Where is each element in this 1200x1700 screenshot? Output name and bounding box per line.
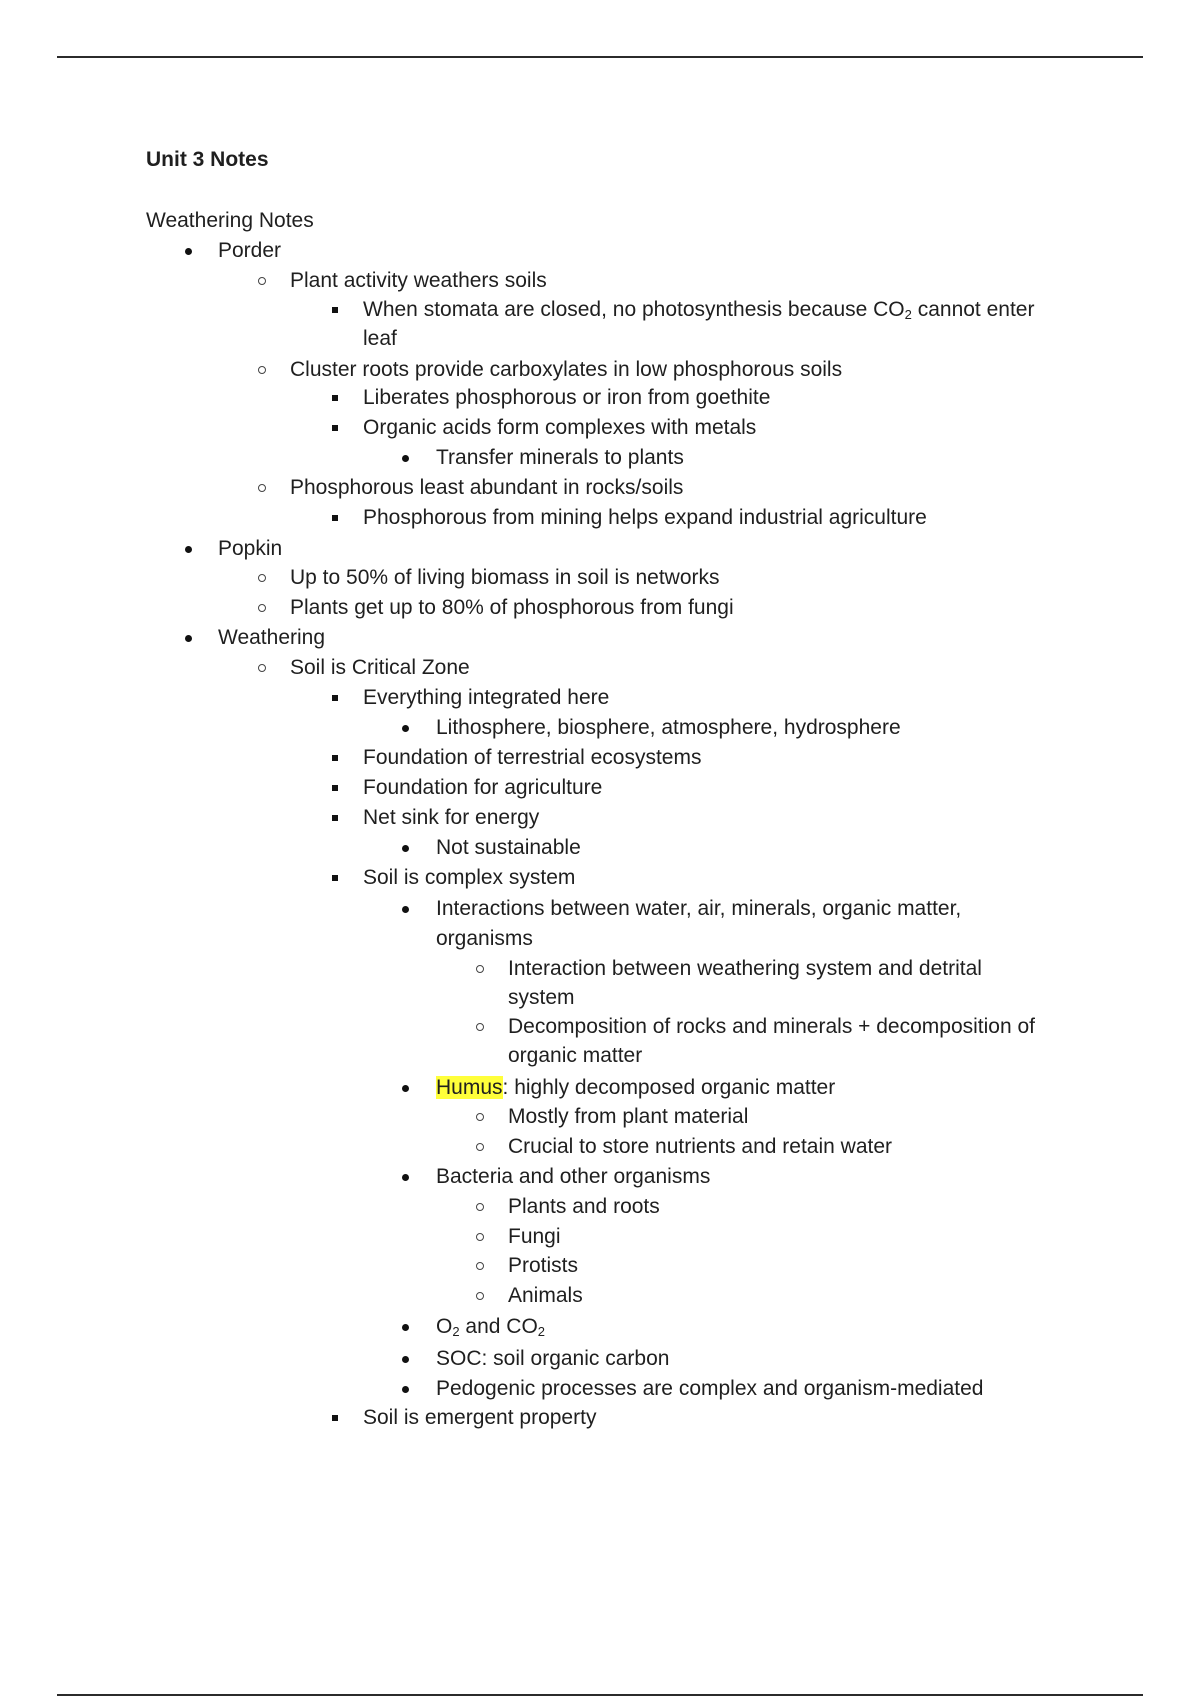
bullet-circle-icon — [476, 1113, 484, 1121]
list-item: Plants and roots — [0, 1193, 1200, 1221]
bullet-square-icon — [332, 395, 338, 401]
bullet-square-icon — [332, 425, 338, 431]
list-item: Fungi — [0, 1223, 1200, 1251]
list-item: Transfer minerals to plants — [0, 444, 1200, 472]
list-item: Mostly from plant material — [0, 1103, 1200, 1131]
list-item: Porder — [0, 237, 1200, 265]
list-item: Decomposition of rocks and minerals + decomposition of — [0, 1013, 1200, 1041]
list-item: Phosphorous least abundant in rocks/soils — [0, 474, 1200, 502]
bullet-disc-icon — [402, 1174, 409, 1181]
list-item: When stomata are closed, no photosynthesis because $CO_2$ cannot enter — [0, 296, 1200, 324]
bullet-circle-icon — [476, 1023, 484, 1031]
bullet-circle-icon — [476, 965, 484, 973]
list-item: Not sustainable — [0, 834, 1200, 862]
bullet-square-icon — [332, 815, 338, 821]
bullet-circle-icon — [476, 1143, 484, 1151]
bullet-circle-icon — [476, 1262, 484, 1270]
bottom-rule — [57, 1694, 1143, 1696]
list-item: $O_2$ and $CO_2$ — [0, 1313, 1200, 1341]
list-item: Lithosphere, biosphere, atmosphere, hydrosphere — [0, 714, 1200, 742]
list-item: Phosphorous from mining helps expand industrial agriculture — [0, 504, 1200, 532]
bullet-circle-icon — [476, 1233, 484, 1241]
bullet-circle-icon — [258, 277, 266, 285]
list-item: Humus: highly decomposed organic matter — [0, 1074, 1200, 1102]
bullet-disc-icon — [402, 1324, 409, 1331]
list-item: Soil is complex system — [0, 864, 1200, 892]
list-item: Popkin — [0, 535, 1200, 563]
list-item-continuation: leaf — [363, 327, 397, 350]
bullet-square-icon — [332, 755, 338, 761]
list-item: Foundation of terrestrial ecosystems — [0, 744, 1200, 772]
bullet-disc-icon — [402, 455, 409, 462]
bullet-circle-icon — [476, 1292, 484, 1300]
bullet-circle-icon — [258, 604, 266, 612]
list-item: Up to 50% of living biomass in soil is networks — [0, 564, 1200, 592]
bullet-disc-icon — [185, 546, 192, 553]
list-item: Liberates phosphorous or iron from goethite — [0, 384, 1200, 412]
list-item: Plants get up to 80% of phosphorous from fungi — [0, 594, 1200, 622]
bullet-circle-icon — [258, 574, 266, 582]
list-item: Plant activity weathers soils — [0, 267, 1200, 295]
bullet-square-icon — [332, 307, 338, 313]
bullet-square-icon — [332, 785, 338, 791]
bullet-disc-icon — [185, 248, 192, 255]
bullet-disc-icon — [402, 1386, 409, 1393]
bullet-square-icon — [332, 695, 338, 701]
bullet-disc-icon — [402, 906, 409, 913]
list-item: Crucial to store nutrients and retain water — [0, 1133, 1200, 1161]
list-item: Foundation for agriculture — [0, 774, 1200, 802]
list-item: Protists — [0, 1252, 1200, 1280]
bullet-square-icon — [332, 875, 338, 881]
bullet-circle-icon — [258, 484, 266, 492]
list-item: Bacteria and other organisms — [0, 1163, 1200, 1191]
bullet-disc-icon — [185, 635, 192, 642]
bullet-square-icon — [332, 515, 338, 521]
list-item: Organic acids form complexes with metals — [0, 414, 1200, 442]
bullet-disc-icon — [402, 845, 409, 852]
list-item: Animals — [0, 1282, 1200, 1310]
list-item: Everything integrated here — [0, 684, 1200, 712]
bullet-disc-icon — [402, 1085, 409, 1092]
list-item: Weathering — [0, 624, 1200, 652]
list-item: Interactions between water, air, minerals, organic matter, — [0, 895, 1200, 923]
page-title: Unit 3 Notes — [146, 148, 269, 171]
bullet-square-icon — [332, 1415, 338, 1421]
bullet-circle-icon — [476, 1203, 484, 1211]
list-item-continuation: organic matter — [508, 1044, 643, 1067]
list-item: Interaction between weathering system and detrital — [0, 955, 1200, 983]
list-item: Soil is emergent property — [0, 1404, 1200, 1432]
list-item: SOC: soil organic carbon — [0, 1345, 1200, 1373]
bullet-circle-icon — [258, 366, 266, 374]
bullet-disc-icon — [402, 1356, 409, 1363]
bullet-circle-icon — [258, 664, 266, 672]
list-item: Pedogenic processes are complex and organism-mediated — [0, 1375, 1200, 1403]
list-item-continuation: organisms — [436, 927, 533, 950]
list-item: Soil is Critical Zone — [0, 654, 1200, 682]
list-item-continuation: system — [508, 986, 575, 1009]
list-item: Cluster roots provide carboxylates in low phosphorous soils — [0, 356, 1200, 384]
bullet-disc-icon — [402, 725, 409, 732]
highlighted-term: Humus — [436, 1076, 503, 1099]
list-item: Net sink for energy — [0, 804, 1200, 832]
section-heading: Weathering Notes — [146, 209, 314, 232]
